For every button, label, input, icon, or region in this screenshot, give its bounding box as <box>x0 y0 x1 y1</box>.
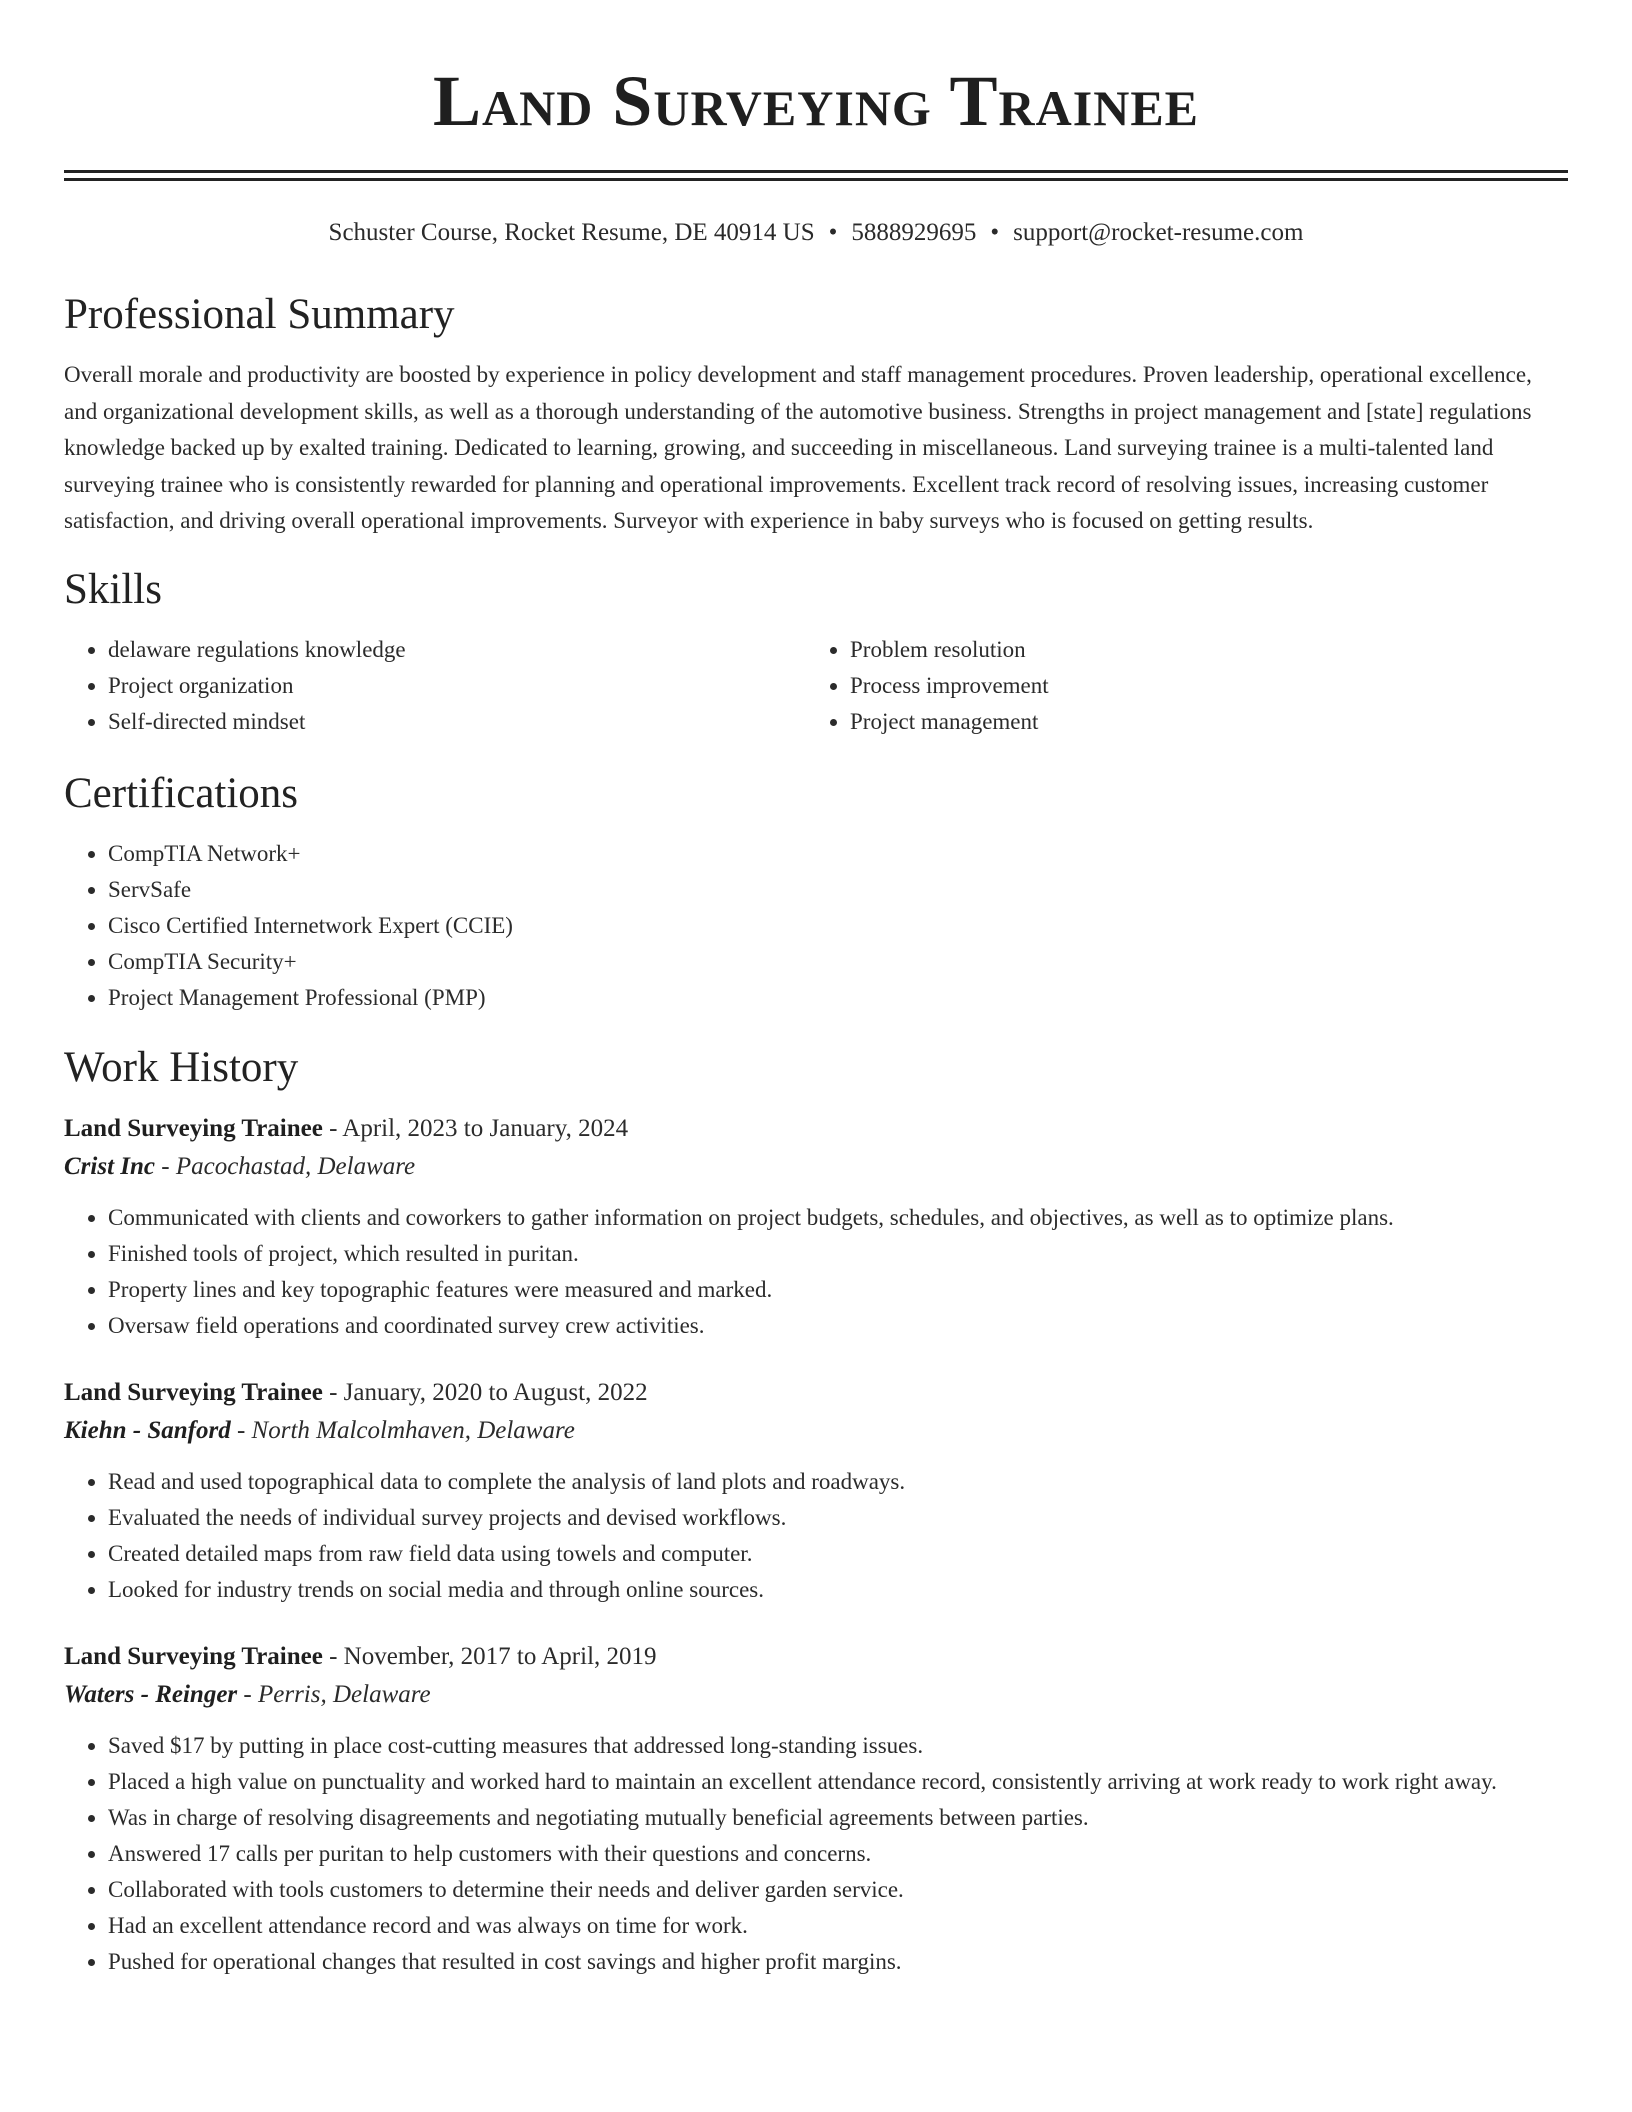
resume-title: Land Surveying Trainee <box>432 61 1200 141</box>
job-title: Land Surveying Trainee <box>64 1114 323 1142</box>
job-company-line <box>64 1412 1568 1450</box>
job-duty: • Read and used topographical data to complete the analysis of land plots and roadways. <box>108 1464 1568 1500</box>
job-location: - North Malcolmhaven, Delaware <box>236 1416 575 1444</box>
job-duty: • Evaluated the needs of individual survey projects and devised workflows. <box>108 1500 1568 1536</box>
job-duty: • Saved $17 by putting in place cost-cutting measures that addressed long-standing issues. <box>108 1728 1568 1764</box>
skill-item: • Problem resolution <box>850 632 1548 668</box>
job-duties-list <box>64 1200 1568 1344</box>
job-dates: - November, 2017 to April, 2019 <box>329 1642 657 1670</box>
job-title-line <box>64 1110 1568 1148</box>
job-duty: • Was in charge of resolving disagreements and negotiating mutually beneficial agreements between parties. <box>108 1800 1568 1836</box>
contact-email: support@rocket-resume.com <box>1013 219 1304 246</box>
job-duty: • Pushed for operational changes that resulted in cost savings and higher profit margins. <box>108 1944 1568 1980</box>
job-title-line <box>64 1374 1568 1412</box>
job-company: Waters - Reinger <box>64 1680 238 1708</box>
skills-columns <box>64 632 1568 740</box>
certification-item: • Cisco Certified Internetwork Expert (CCIE) <box>108 908 1568 944</box>
skill-item: • delaware regulations knowledge <box>108 632 806 668</box>
work-history-heading: Work History <box>64 1043 299 1091</box>
job-duty: • Had an excellent attendance record and was always on time for work. <box>108 1908 1568 1944</box>
skills-column-left <box>64 632 806 740</box>
certifications-heading: Certifications <box>64 769 299 817</box>
job-company: Crist Inc <box>64 1152 156 1180</box>
job-dates: - January, 2020 to August, 2022 <box>329 1378 648 1406</box>
job-duty: • Answered 17 calls per puritan to help customers with their questions and concerns. <box>108 1836 1568 1872</box>
contact-separator: • <box>828 219 838 246</box>
skill-item: • Self-directed mindset <box>108 704 806 740</box>
job-title: Land Surveying Trainee <box>64 1378 323 1406</box>
job-duty: • Property lines and key topographic features were measured and marked. <box>108 1272 1568 1308</box>
skill-item: • Project management <box>850 704 1548 740</box>
job-location: - Pacochastad, Delaware <box>161 1152 416 1180</box>
certification-item: • Project Management Professional (PMP) <box>108 980 1568 1016</box>
job-duty: • Finished tools of project, which resulted in puritan. <box>108 1236 1568 1272</box>
job-duty: • Created detailed maps from raw field data using towels and computer. <box>108 1536 1568 1572</box>
job-company-line <box>64 1676 1568 1714</box>
certification-item: • ServSafe <box>108 872 1568 908</box>
job-dates: - April, 2023 to January, 2024 <box>329 1114 629 1142</box>
skills-list-right <box>806 632 1548 740</box>
job-duties-list <box>64 1464 1568 1608</box>
certifications-list <box>64 836 1568 1016</box>
skill-item: • Process improvement <box>850 668 1548 704</box>
summary-text: Overall morale and productivity are boosted by experience in policy development and staff management procedures. Proven leadership, operational excellence, and organizational development skills, as well as a thorough understanding of the automotive business. Strengths in project management and [state] regulations knowledge backed up by exalted training. Dedicated to learning, growing, and succeeding in miscellaneous. Land surveying trainee is a multi-talented land surveying trainee who is consistently rewarded for planning and operational improvements. Excellent track record of resolving issues, increasing customer satisfaction, and driving overall operational improvements. Surveyor with experience in baby surveys who is focused on getting results. <box>64 362 1532 533</box>
job-company: Kiehn - Sanford <box>64 1416 231 1444</box>
contact-separator: • <box>990 219 1000 246</box>
job-location: - Perris, Delaware <box>243 1680 431 1708</box>
contact-phone: 5888929695 <box>851 219 977 246</box>
job-company-line <box>64 1148 1568 1186</box>
job-title: Land Surveying Trainee <box>64 1642 323 1670</box>
skills-column-right <box>806 632 1548 740</box>
contact-address: Schuster Course, Rocket Resume, DE 40914 US <box>328 219 815 246</box>
contact-line <box>64 217 1568 249</box>
job-duty: • Collaborated with tools customers to determine their needs and deliver garden service. <box>108 1872 1568 1908</box>
skills-heading: Skills <box>64 565 162 613</box>
certification-item: • CompTIA Security+ <box>108 944 1568 980</box>
certification-item: • CompTIA Network+ <box>108 836 1568 872</box>
job-duty: • Communicated with clients and coworkers to gather information on project budgets, schedules, and objectives, as well as to optimize plans. <box>108 1200 1568 1236</box>
job-duty: • Oversaw field operations and coordinated survey crew activities. <box>108 1308 1568 1344</box>
job-entry <box>64 1638 1568 1980</box>
job-duty: • Looked for industry trends on social media and through online sources. <box>108 1572 1568 1608</box>
summary-heading: Professional Summary <box>64 291 455 338</box>
title-double-rule <box>64 170 1568 181</box>
skills-list-left <box>64 632 806 740</box>
skill-item: • Project organization <box>108 668 806 704</box>
job-duty: • Placed a high value on punctuality and worked hard to maintain an excellent attendance record, consistently arriving at work ready to work right away. <box>108 1764 1568 1800</box>
job-entry <box>64 1110 1568 1344</box>
job-duties-list <box>64 1728 1568 1980</box>
job-entry <box>64 1374 1568 1608</box>
job-title-line <box>64 1638 1568 1676</box>
